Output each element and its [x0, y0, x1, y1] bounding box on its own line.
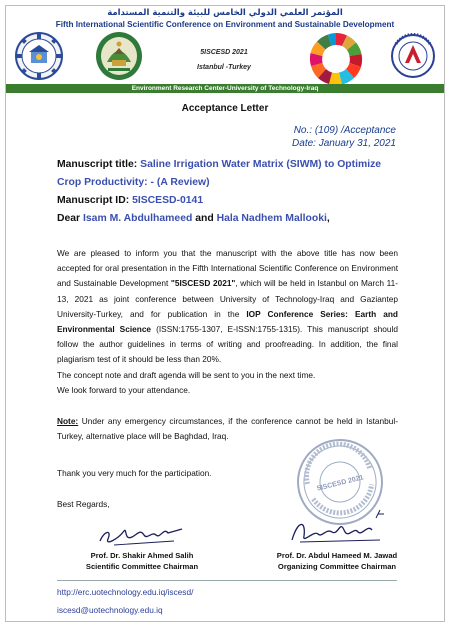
- conference-short-name: 5ISCESD 2021: [200, 49, 248, 56]
- p1-conference-code: "5ISCESD 2021": [170, 278, 236, 289]
- note-label: Note:: [57, 416, 79, 426]
- gaziantep-university-logo: [390, 32, 436, 80]
- manuscript-id-label: Manuscript ID:: [57, 195, 130, 206]
- body-paragraph-3: We look forward to your attendance.: [57, 384, 191, 395]
- letter-body: [57, 246, 398, 398]
- letter-title: Acceptance Letter: [181, 103, 269, 114]
- conference-email-link[interactable]: iscesd@uotechnology.edu.iq: [57, 605, 163, 615]
- footer-divider: [57, 580, 397, 581]
- reference-number-value: 109: [318, 125, 335, 136]
- manuscript-id-value: 5ISCESD-0141: [132, 195, 204, 206]
- author-2: Hala Nadhem Mallooki: [216, 213, 327, 224]
- p1-e: (ISSN:1755-1307, E-ISSN:1755-1315). This manuscript should follow the author guidelines in terms of writing and proofreading. In addition, the final plagiarism test of it should be less than 20%.: [57, 324, 398, 365]
- dear-label: Dear: [57, 213, 81, 224]
- arabic-conference-title: المؤتمر العلمي الدولي الخامس للبيئة والتنمية المستدامة: [107, 8, 343, 18]
- p1-c: , which will be held in Istanbul on March 11-13, 2021 as joint conference between University of Technology-Iraq and Gaziantep University-Turkey, and for publication in the: [57, 278, 398, 319]
- acceptance-letter-page: [5, 5, 445, 622]
- letter-date: Date: January 31, 2021: [292, 138, 396, 149]
- thanks-line: Thank you very much for the participation.: [57, 468, 212, 478]
- stamp-text: 5ISCESD 2021: [316, 474, 365, 493]
- environment-research-center-logo: [94, 30, 144, 82]
- p1-a: We are pleased to inform you that the manuscript with the above title has now been accepted for oral presentation in the Fifth International Scientific Conference on Environment and Sustainable Development: [57, 248, 398, 289]
- author-1: Isam M. Abdulhameed: [83, 213, 193, 224]
- manuscript-id: [57, 195, 203, 206]
- body-paragraph-2: The concept note and draft agenda will be sent to you in the next time.: [57, 369, 316, 380]
- letterhead: [6, 6, 444, 93]
- note-text: Under any emergency circumstances, if the conference cannot be held in Istanbul-Turkey, alternative place will be Baghdad, Iraq.: [57, 416, 398, 442]
- manuscript-title: [57, 156, 387, 192]
- organizer-band: Environment Research Center-University of Technology-Iraq: [6, 84, 444, 93]
- conference-website-link[interactable]: http://erc.uotechnology.edu.iq/iscesd/: [57, 587, 194, 597]
- left-signatory-role: Scientific Committee Chairman: [85, 562, 199, 571]
- manuscript-title-label: Manuscript title:: [57, 159, 138, 170]
- sdg-wheel-logo: [308, 31, 364, 87]
- reference-number: [294, 125, 396, 136]
- right-signatory-name: Prof. Dr. Abdul Hameed M. Jawad: [276, 551, 398, 560]
- reference-suffix: ) /Acceptance: [334, 125, 396, 136]
- manuscript-title-value: Saline Irrigation Water Matrix (SIWM) to Optimize Crop Productivity: - (A Review): [57, 159, 382, 188]
- salutation-comma: ,: [326, 213, 330, 224]
- university-of-technology-logo: [14, 30, 64, 82]
- body-paragraph-1: [57, 246, 398, 368]
- left-signatory-name: Prof. Dr. Shakir Ahmed Salih: [90, 551, 194, 560]
- signature-right: [284, 506, 394, 550]
- english-conference-title: Fifth International Scientific Conference on Environment and Sustainable Development: [55, 20, 395, 29]
- reference-prefix: No.: (: [293, 125, 319, 136]
- closing: Best Regards,: [57, 499, 110, 509]
- salutation: [57, 213, 330, 224]
- conference-city: Istanbul -Turkey: [197, 64, 251, 71]
- p1-journal-name: IOP Conference Series: Earth and Environmental Science: [57, 308, 398, 335]
- right-signatory-role: Organizing Committee Chairman: [277, 562, 397, 571]
- signature-left: [94, 511, 189, 551]
- and-word: and: [195, 213, 214, 224]
